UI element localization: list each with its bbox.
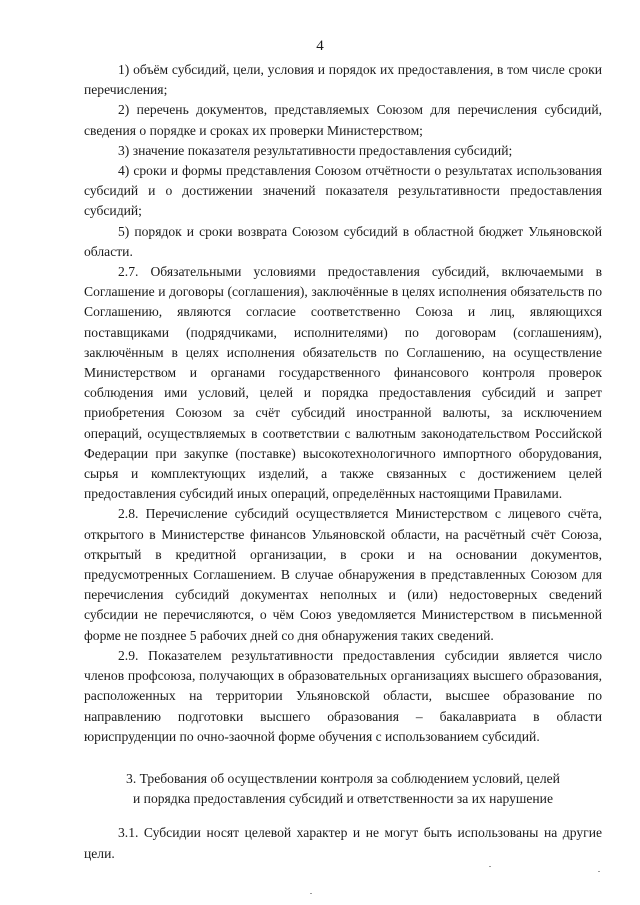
clause-3-1-paragraph: 3.1. Субсидии носят целевой характер и не могут быть использованы на другие цели. (84, 825, 602, 861)
item-2-paragraph: 2) перечень документов, представляемых Союзом для перечисления субсидий, сведения о порядке и сроках их проверки Министерством; (84, 102, 602, 138)
section-3-heading-line-1: 3. Требования об осуществлении контроля за соблюдением условий, целей (126, 770, 560, 786)
item-4-paragraph: 4) сроки и формы представления Союзом отчётности о результатах использования субсидий и о достижении значений показателя результативности предоставления субсидий; (84, 163, 602, 219)
scan-speck (489, 866, 491, 867)
clause-2-7-paragraph: 2.7. Обязательными условиями предоставления субсидий, включаемыми в Соглашение и договоры (соглашения), заключённые в целях исполнения обязательств по Соглашению, являются согласие соответственно Союза и лиц, являющихся поставщиками (подрядчиками, исполнителями) по договорам (соглашениям), заключённым в целях исполнения обязательств по Соглашению, на осуществление Министерством и органами государственного финансового контроля проверок соблюдения ими условий, целей и порядка предоставления субсидий и запрет приобретения Союзом за счёт субсидий иностранной валюты, за исключением операций, осуществляемых в соответствии с валютным законодательством Российской Федерации при закупке (поставке) высокотехнологичного импортного оборудования, сырья и комплектующих изделий, а также связанных с достижением целей предоставления субсидий иных операций, определённых настоящими Правилами. (84, 264, 602, 502)
item-3-paragraph: 3) значение показателя результативности предоставления субсидий; (118, 142, 513, 158)
clause-2-8-paragraph: 2.8. Перечисление субсидий осуществляется Министерством с лицевого счёта, открытого в Министерстве финансов Ульяновской области, на расчётный счёт Союза, открытый в кредитной организации, в сроки и на основании документов, предусмотренных Соглашением. В случае обнаружения в представленных Союзом для перечисления субсидий документах неполных и (или) недостоверных сведений субсидии не перечисляются, о чём Союз уведомляется Министерством в письменной форме не позднее 5 рабочих дней со дня обнаружения таких сведений. (84, 506, 602, 643)
clause-2-9-paragraph: 2.9. Показателем результативности предоставления субсидии является число членов профсоюза, получающих в образовательных организациях высшего образования, расположенных на территории Ульяновской области, высшее образование по направлению подготовки высшего образования – бакалавриата в области юриспруденции по очно-заочной форме обучения с использованием субсидий. (84, 647, 602, 744)
page-number: 4 (316, 38, 324, 54)
item-5-paragraph: 5) порядок и сроки возврата Союзом субсидий в областной бюджет Ульяновской области. (84, 223, 602, 259)
scan-speck (598, 871, 600, 872)
document-body (84, 60, 602, 864)
section-3-heading-line-2: и порядка предоставления субсидий и ответственности за их нарушение (133, 791, 553, 807)
section-3-heading (84, 769, 602, 809)
scan-speck (310, 893, 312, 894)
item-1-paragraph: 1) объём субсидий, цели, условия и порядок их предоставления, в том числе сроки перечисления; (84, 62, 602, 98)
